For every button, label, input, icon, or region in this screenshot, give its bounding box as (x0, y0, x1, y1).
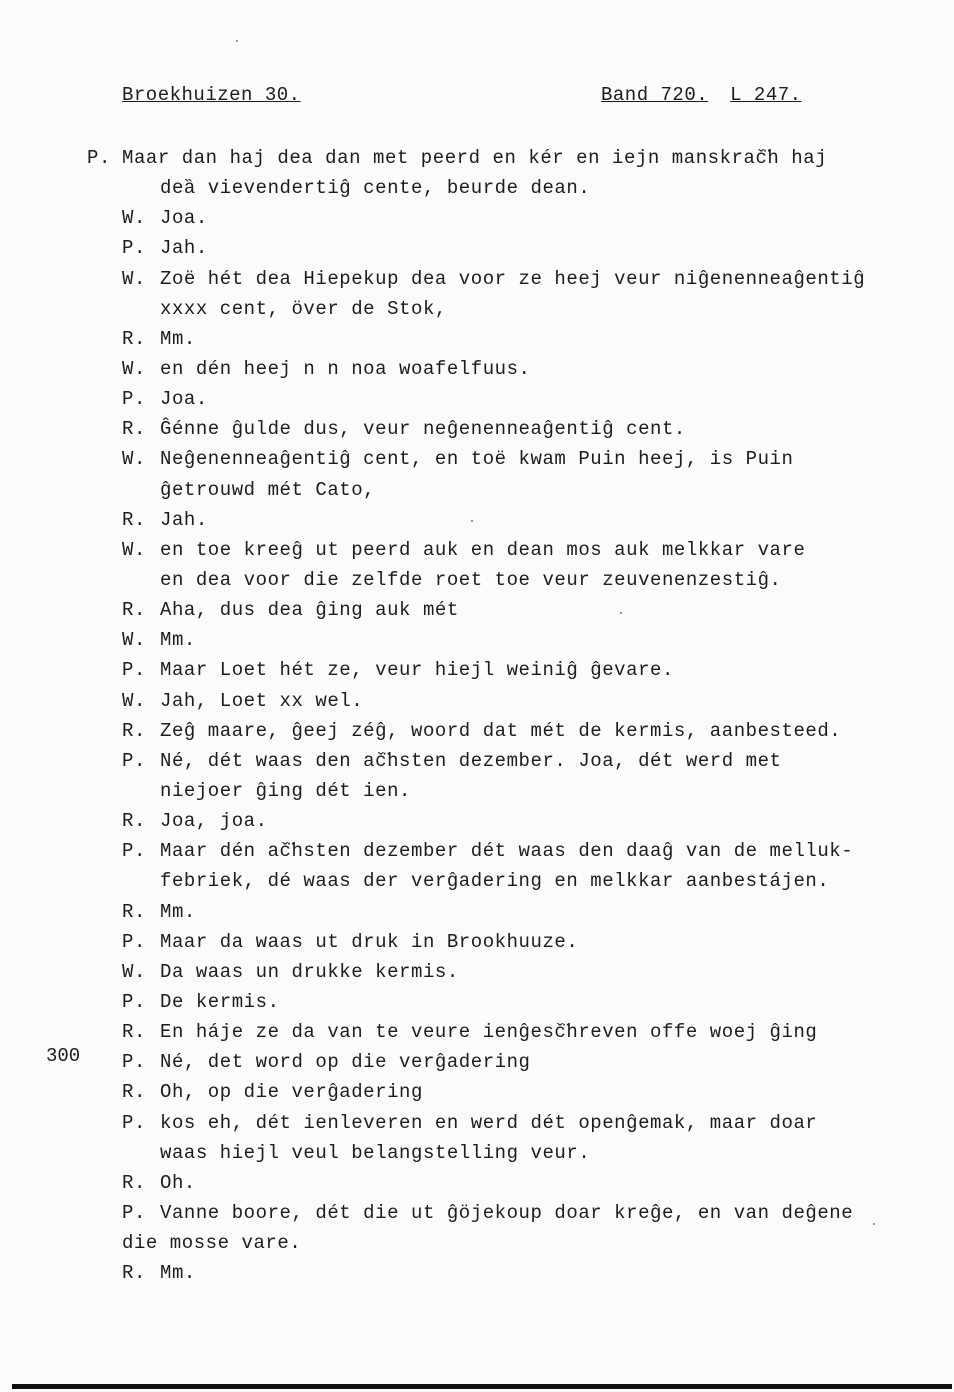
utterance-text: Jah. (160, 508, 208, 531)
utterance-text: Ĝénne ĝulde dus, veur neĝenenneaĝentiĝ cent. (160, 418, 686, 441)
transcript-line (0, 233, 954, 263)
header-location: Broekhuizen 30. (122, 84, 301, 106)
utterance-text: en toe kreeĝ ut peerd auk en dean mos auk melkkar vare (160, 538, 806, 561)
utterance-text: ĝetrouwd mét Cato, (160, 478, 376, 501)
speaker-label: P. (122, 1201, 146, 1224)
speaker-label: W. (122, 207, 146, 230)
transcript-line (0, 655, 954, 685)
transcript-line (0, 836, 954, 866)
transcript-line (0, 987, 954, 1017)
transcript-line (0, 746, 954, 776)
utterance-text: Joa. (160, 388, 208, 411)
transcript-line (0, 414, 954, 444)
transcript-line (0, 1198, 954, 1228)
utterance-text: Joa, joa. (160, 810, 268, 833)
utterance-text: Vanne boore, dét die ut ĝöjekoup doar kreĝe, en van deĝene (160, 1201, 854, 1224)
speaker-label: W. (122, 448, 146, 471)
transcript-line (0, 927, 954, 957)
utterance-text: Oh. (160, 1171, 196, 1194)
utterance-text: Oh, op die verĝadering (160, 1081, 423, 1104)
speaker-label: W. (122, 960, 146, 983)
utterance-text: niejoer ĝing dét ien. (160, 779, 411, 802)
transcript-line (0, 324, 954, 354)
utterance-text: De kermis. (160, 990, 280, 1013)
transcript-line (0, 957, 954, 987)
bottom-rule (12, 1384, 952, 1389)
transcript-line (0, 264, 954, 294)
utterance-text: Maar dan haj dea dan met peerd en kér en iejn manskrač̈h haj (122, 147, 828, 169)
utterance-text: Zoë hét dea Hiepekup dea voor ze heej veur niĝenenneaĝentiĝ (160, 267, 866, 290)
speaker-label: R. (122, 719, 146, 742)
utterance-text: en dea voor die zelfde roet toe veur zeuvenenzestiĝ. (160, 568, 782, 591)
utterance-text: die mosse vare. (122, 1232, 302, 1255)
utterance-text: Jah. (160, 237, 208, 260)
margin-line-number: 300 (46, 1045, 81, 1067)
transcript-line (0, 595, 954, 625)
speaker-label: P. (122, 388, 146, 411)
transcript-line (0, 1168, 954, 1198)
utterance-text: Zeĝ maare, ĝeej zéĝ, woord dat mét de kermis, aanbesteed. (160, 719, 842, 742)
speaker-label: R. (122, 1081, 146, 1104)
transcript-line (0, 384, 954, 414)
transcript-line (0, 143, 954, 173)
utterance-text: kos eh, dét ienleveren en werd dét openĝemak, maar doar (160, 1111, 818, 1134)
transcript-line (0, 505, 954, 535)
transcript-line (0, 1258, 954, 1288)
transcript-line (0, 897, 954, 927)
utterance-text: Da waas un drukke kermis. (160, 960, 459, 983)
speaker-label: R. (122, 327, 146, 350)
speaker-label: P. (122, 659, 146, 682)
speaker-label: R. (122, 508, 146, 531)
transcript-line (0, 294, 954, 324)
transcript-line (0, 444, 954, 474)
utterance-text: Aha, dus dea ĝing auk mét (160, 599, 459, 622)
speaker-label: W. (122, 629, 146, 652)
transcript-line (0, 535, 954, 565)
paper-speck (236, 40, 238, 42)
utterance-text: Mm. (160, 1262, 196, 1285)
speaker-label: P. (122, 237, 146, 260)
utterance-text: Maar da waas ut druk in Brookhuuze. (160, 930, 579, 953)
utterance-text: Neĝenenneaĝentiĝ cent, en toë kwam Puin heej, is Puin (160, 448, 794, 471)
speaker-label: W. (122, 689, 146, 712)
speaker-label: P. (122, 840, 146, 863)
transcript-body (0, 143, 954, 1288)
utterance-text: Maar Loet hét ze, veur hiejl weiniĝ ĝevare. (160, 659, 674, 682)
transcript-line (0, 475, 954, 505)
transcript-line (0, 686, 954, 716)
transcript-line (0, 866, 954, 896)
transcript-line (0, 806, 954, 836)
speaker-label: W. (122, 357, 146, 380)
speaker-label: R. (122, 1021, 146, 1044)
header-reference (601, 84, 802, 106)
utterance-text: Maar dén ač̈hsten dezember dét waas den daaĝ van de melluk- (160, 840, 854, 863)
utterance-text: Né, dét waas den ač̈hsten dezember. Joa, dét werd met (160, 749, 782, 772)
transcript-line (0, 776, 954, 806)
speaker-label: W. (122, 267, 146, 290)
speaker-label: P. (87, 147, 111, 169)
utterance-text: Mm. (160, 900, 196, 923)
utterance-text: Joa. (160, 207, 208, 230)
transcript-line (0, 625, 954, 655)
speaker-label: P. (122, 930, 146, 953)
transcript-line (0, 1228, 954, 1258)
utterance-text: Jah, Loet xx wel. (160, 689, 364, 712)
utterance-text: en dén heej n n noa woafelfuus. (160, 357, 531, 380)
utterance-text: xxxx cent, över de Stok, (160, 297, 447, 320)
header-ref: L 247. (730, 84, 802, 106)
transcript-line (0, 173, 954, 203)
utterance-text: Mm. (160, 327, 196, 350)
utterance-text: waas hiejl veul belangstelling veur. (160, 1141, 591, 1164)
speaker-label: R. (122, 1262, 146, 1285)
speaker-label: R. (122, 599, 146, 622)
utterance-text: Mm. (160, 629, 196, 652)
transcript-line (0, 1108, 954, 1138)
speaker-label: R. (122, 810, 146, 833)
speaker-label: R. (122, 418, 146, 441)
utterance-text: En háje ze da van te veure ienĝesč̈hreven offe woej ĝing (160, 1021, 818, 1044)
speaker-label: P. (122, 1051, 146, 1074)
utterance-text: febriek, dé waas der verĝadering en melkkar aanbestájen. (160, 870, 830, 893)
speaker-label: P. (122, 1111, 146, 1134)
speaker-label: P. (122, 749, 146, 772)
utterance-text: Né, det word op die verĝadering (160, 1051, 531, 1074)
speaker-label: P. (122, 990, 146, 1013)
speaker-label: W. (122, 538, 146, 561)
speaker-label: R. (122, 1171, 146, 1194)
paper-speck (620, 612, 622, 614)
utterance-text: deȁ vievendertiĝ cente, beurde dean. (160, 177, 591, 200)
transcript-line (0, 203, 954, 233)
paper-speck (471, 520, 473, 522)
transcript-line (0, 716, 954, 746)
speaker-label: R. (122, 900, 146, 923)
transcript-line (0, 1047, 954, 1077)
paper-speck (873, 1223, 875, 1225)
transcript-line (0, 565, 954, 595)
transcript-line (0, 1077, 954, 1107)
transcript-line (0, 1017, 954, 1047)
transcript-line (0, 1138, 954, 1168)
header-band: Band 720. (601, 84, 709, 106)
transcript-line (0, 354, 954, 384)
